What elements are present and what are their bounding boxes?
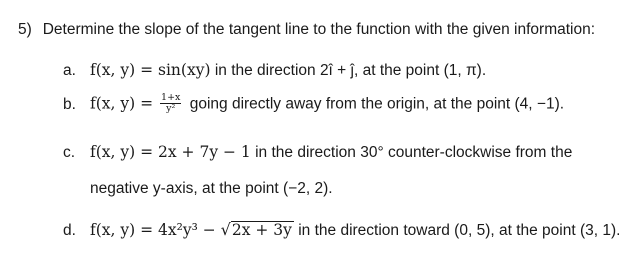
item-text: in the direction 2î + ĵ, at the point (1, π). bbox=[210, 62, 487, 79]
fraction-numerator: 1+x bbox=[161, 92, 181, 103]
fraction bbox=[160, 93, 181, 114]
question-heading bbox=[18, 20, 595, 39]
item-label: d. bbox=[63, 222, 76, 239]
item-text: in the direction 30° counter-clockwise from the bbox=[250, 144, 573, 161]
item-c bbox=[63, 143, 572, 162]
item-text: going directly away from the origin, at the point (4, −1). bbox=[185, 95, 565, 113]
question-number: 5) bbox=[18, 21, 32, 38]
item-d bbox=[63, 220, 620, 240]
fraction-denominator: y² bbox=[166, 103, 176, 114]
item-function: f(x, y) = 4x²y³ − bbox=[90, 221, 221, 239]
item-c-continuation bbox=[90, 179, 333, 198]
item-function: f(x, y) = 2x + 7y − 1 bbox=[90, 143, 251, 161]
item-text: in the direction toward (0, 5), at the point (3, 1). bbox=[293, 222, 621, 239]
radical-sign: √ bbox=[220, 220, 231, 239]
item-label: c. bbox=[63, 144, 76, 161]
item-label: a. bbox=[63, 62, 76, 79]
radicand: 2x + 3y bbox=[231, 221, 292, 239]
item-text-continuation: negative y-axis, at the point (−2, 2). bbox=[90, 180, 333, 197]
square-root bbox=[221, 220, 294, 239]
item-a bbox=[63, 61, 486, 80]
question-prompt: Determine the slope of the tangent line to the function with the given information: bbox=[42, 21, 596, 38]
item-label: b. bbox=[63, 95, 76, 113]
item-function: f(x, y) = bbox=[90, 94, 159, 113]
item-function: f(x, y) = sin(xy) bbox=[90, 61, 211, 79]
item-b bbox=[63, 94, 564, 115]
